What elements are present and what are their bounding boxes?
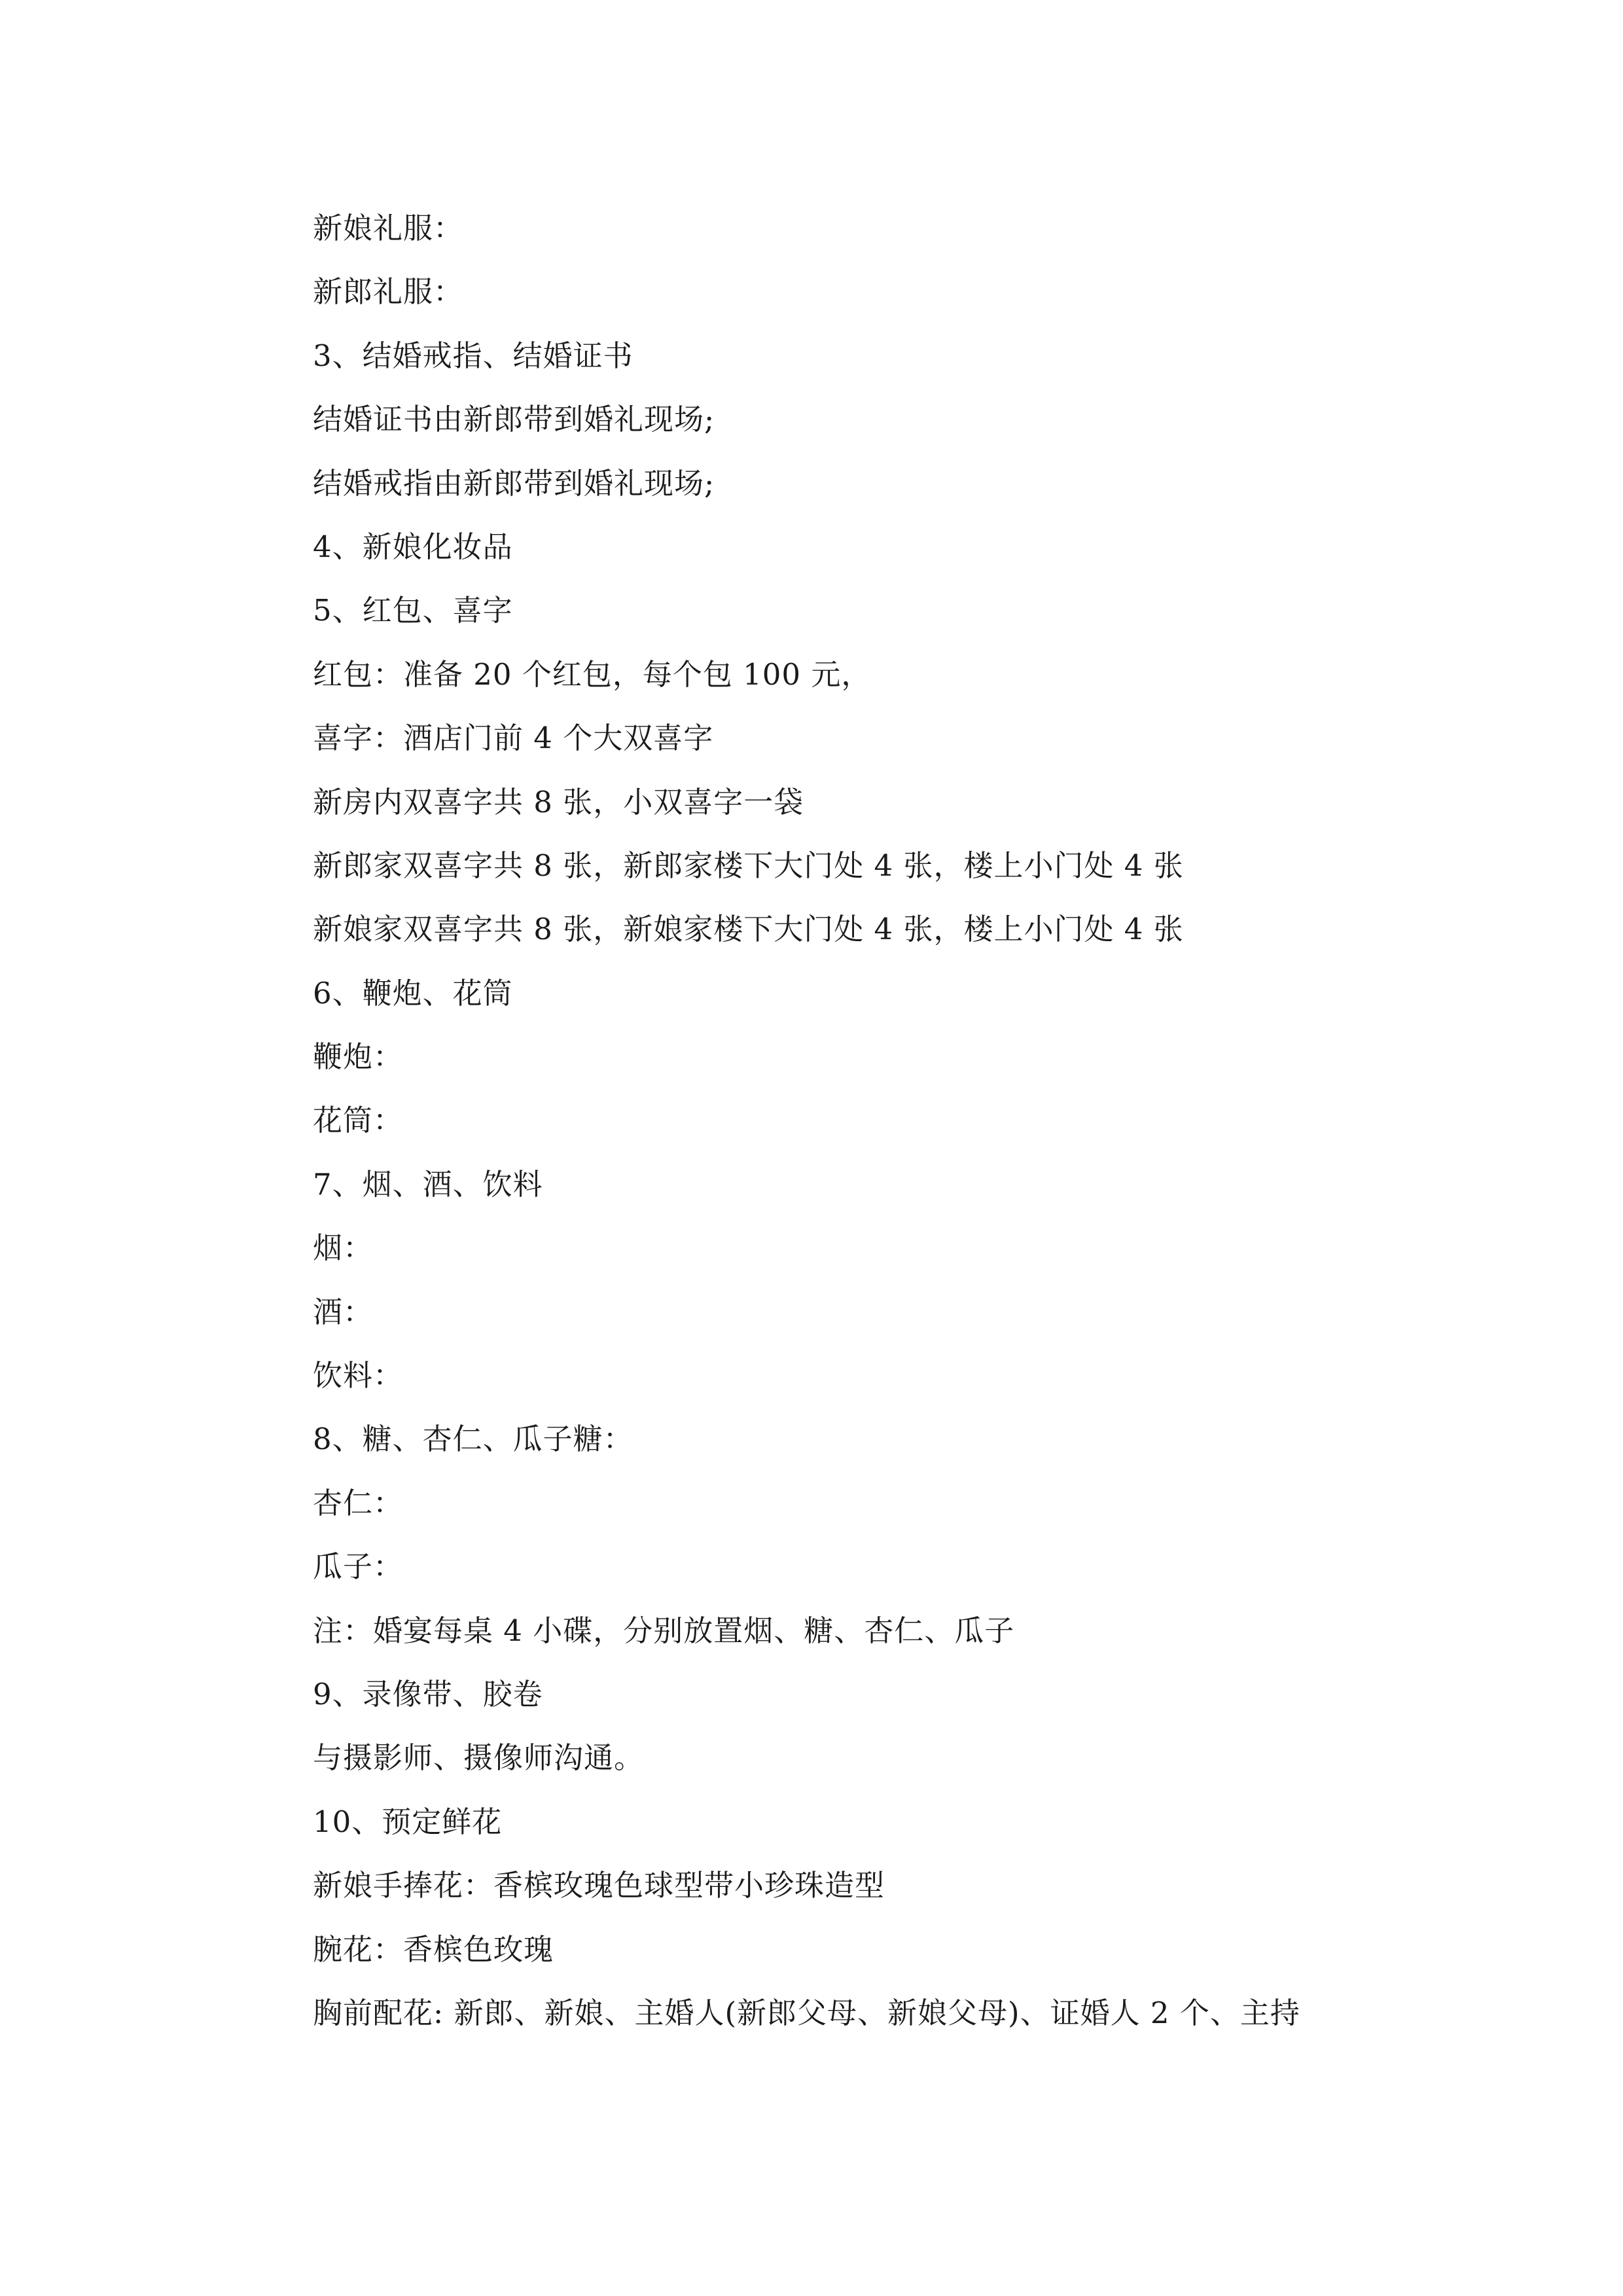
rings-note-line: 结婚戒指由新郎带到婚礼现场; (313, 465, 715, 501)
flower-tubes-line: 花筒： (313, 1103, 404, 1138)
section-heading-red-envelopes: 5、红包、喜字 (313, 593, 513, 628)
section-heading-cosmetics: 4、新娘化妆品 (313, 529, 513, 564)
wrist-corsage-line: 腕花：香槟色玫瑰 (313, 1931, 554, 1967)
section-heading-firecrackers: 6、鞭炮、花筒 (313, 975, 513, 1011)
cigarettes-line: 烟： (313, 1230, 374, 1266)
section-heading-cigarettes-drinks: 7、烟、酒、饮料 (313, 1166, 543, 1202)
almonds-line: 杏仁： (313, 1485, 404, 1520)
section-heading-rings-certificate: 3、结婚戒指、结婚证书 (313, 338, 633, 373)
document-body (313, 207, 1386, 2055)
new-house-xi-characters-line: 新房内双喜字共 8 张，小双喜字一袋 (313, 784, 804, 819)
section-heading-candy: 8、糖、杏仁、瓜子糖： (313, 1422, 633, 1457)
groom-home-xi-characters-line: 新郎家双喜字共 8 张，新郎家楼下大门处 4 张，楼上小门处 4 张 (313, 848, 1184, 883)
bridal-bouquet-line: 新娘手捧花：香槟玫瑰色球型带小珍珠造型 (313, 1868, 885, 1903)
bride-home-xi-characters-line: 新娘家双喜字共 8 张，新娘家楼下大门处 4 张，楼上小门处 4 张 (313, 912, 1184, 947)
bride-dress-line: 新娘礼服： (313, 211, 464, 245)
red-envelope-note-line: 红包：准备 20 个红包，每个包 100 元， (313, 656, 872, 692)
section-heading-flowers: 10、预定鲜花 (313, 1804, 503, 1839)
hotel-xi-characters-line: 喜字：酒店门前 4 个大双喜字 (313, 721, 714, 756)
beverages-line: 饮料： (313, 1358, 404, 1393)
boutonniere-line: 胸前配花: 新郎、新娘、主婚人(新郎父母、新娘父母)、证婚人 2 个、主持 (313, 1995, 1300, 2030)
photographer-note-line: 与摄影师、摄像师沟通。 (313, 1740, 645, 1776)
groom-suit-line: 新郎礼服： (313, 274, 464, 310)
liquor-line: 酒： (313, 1294, 374, 1329)
section-heading-video-film: 9、录像带、胶卷 (313, 1676, 543, 1712)
firecrackers-line: 鞭炮： (313, 1039, 404, 1075)
certificate-note-line: 结婚证书由新郎带到婚礼现场; (313, 402, 715, 437)
melon-seeds-line: 瓜子： (313, 1549, 404, 1585)
banquet-note-line: 注：婚宴每桌 4 小碟，分别放置烟、糖、杏仁、瓜子 (313, 1613, 1015, 1648)
